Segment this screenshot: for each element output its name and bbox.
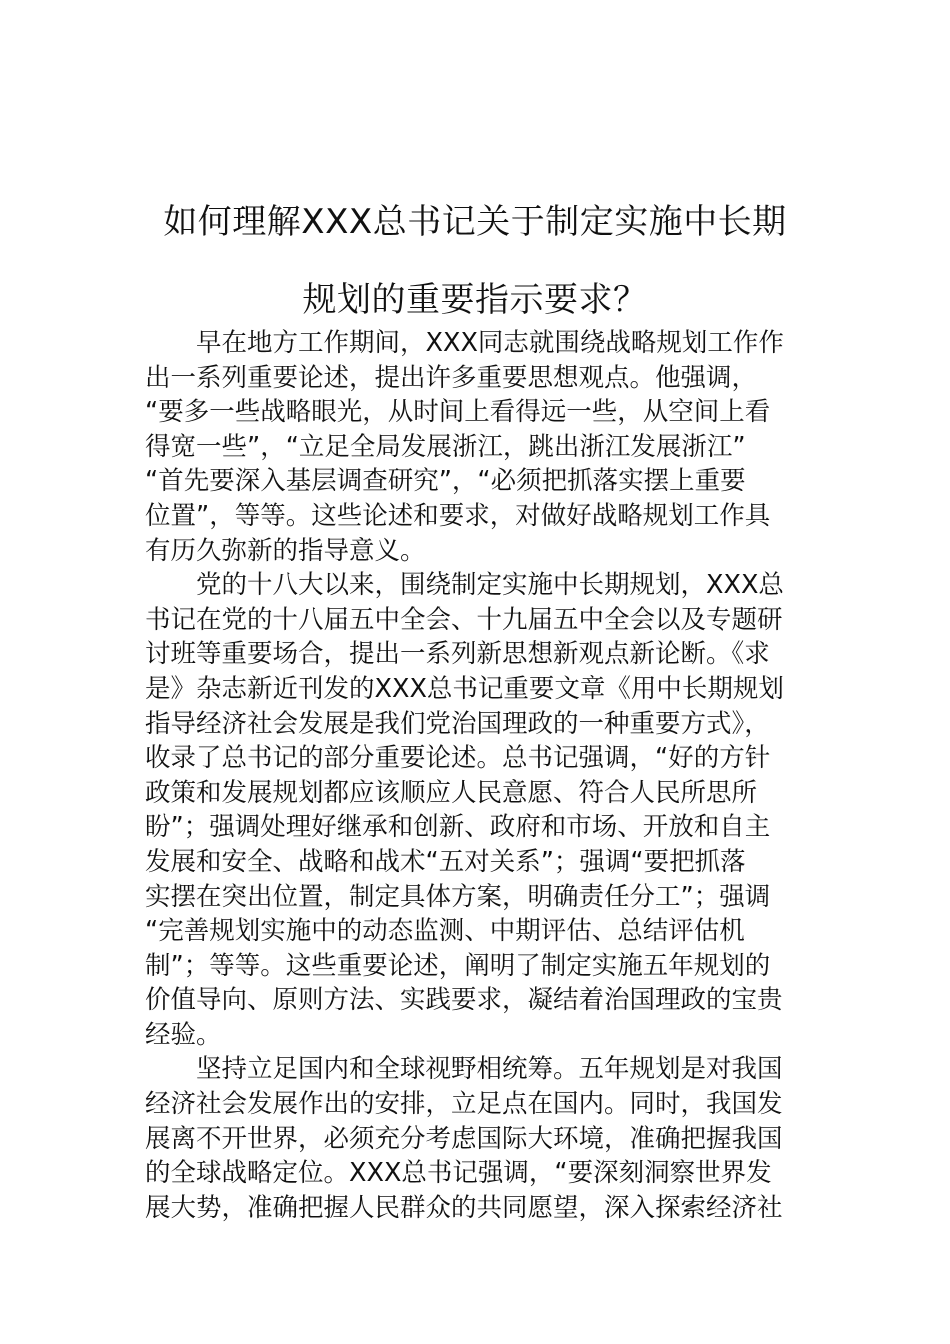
text-line: “完善规划实施中的动态监测、中期评估、总结评估机 bbox=[145, 916, 745, 947]
text-line: 制”；等等。这些重要论述，阐明了制定实施五年规划的 bbox=[145, 950, 771, 981]
text-line: 早在地方工作期间，XXX同志就围绕战略规划工作作 bbox=[196, 328, 784, 358]
text-line: 讨班等重要场合，提出一系列新思想新观点新论断。《求 bbox=[145, 639, 770, 670]
text-line: “要多一些战略眼光，从时间上看得远一些，从空间上看 bbox=[145, 397, 771, 428]
document-body bbox=[145, 326, 810, 1225]
text-line: 得宽一些”，“立足全局发展浙江，跳出浙江发展浙江” bbox=[145, 431, 746, 462]
paragraph-1 bbox=[145, 326, 810, 568]
text-line: 是》杂志新近刊发的XXX总书记重要文章《用中长期规划 bbox=[145, 673, 784, 704]
text-line: 指导经济社会发展是我们党治国理政的一种重要方式》， bbox=[145, 708, 770, 739]
text-line: 坚持立足国内和全球视野相统筹。五年规划是对我国 bbox=[196, 1054, 783, 1085]
text-line: 发展和安全、战略和战术“五对关系”；强调“要把抓落 bbox=[145, 846, 746, 877]
text-line: 出一系列重要论述，提出许多重要思想观点。他强调， bbox=[145, 362, 758, 393]
text-line: 党的十八大以来，围绕制定实施中长期规划，XXX总 bbox=[196, 570, 784, 601]
text-line: 展离不开世界，必须充分考虑国际大环境，准确把握我国 bbox=[145, 1123, 783, 1154]
paragraph-3 bbox=[145, 1052, 810, 1225]
paragraph-2 bbox=[145, 568, 810, 1052]
text-line: 经济社会发展作出的安排，立足点在国内。同时，我国发 bbox=[145, 1089, 783, 1120]
text-line: 的全球战略定位。XXX总书记强调，“要深刻洞察世界发 bbox=[145, 1158, 772, 1189]
document-title bbox=[130, 183, 820, 339]
text-line: 有历久弥新的指导意义。 bbox=[145, 535, 426, 566]
text-line: 价值导向、原则方法、实践要求，凝结着治国理政的宝贵 bbox=[145, 985, 783, 1016]
text-line: 收录了总书记的部分重要论述。总书记强调，“好的方针 bbox=[145, 743, 771, 774]
text-line: 实摆在突出位置，制定具体方案，明确责任分工”；强调 bbox=[145, 881, 771, 912]
title-line: 规划的重要指示要求？ bbox=[302, 279, 648, 320]
text-line: 盼”；强调处理好继承和创新、政府和市场、开放和自主 bbox=[145, 812, 771, 843]
text-line: 经验。 bbox=[145, 1019, 222, 1050]
title-line: 如何理解XXX总书记关于制定实施中长期 bbox=[163, 201, 787, 242]
text-line: 展大势，准确把握人民群众的共同愿望，深入探索经济社 bbox=[145, 1192, 783, 1223]
text-line: 位置”，等等。这些论述和要求，对做好战略规划工作具 bbox=[145, 500, 771, 531]
text-line: 书记在党的十八届五中全会、十九届五中全会以及专题研 bbox=[145, 604, 783, 635]
text-line: 政策和发展规划都应该顺应人民意愿、符合人民所思所 bbox=[145, 777, 758, 808]
text-line: “首先要深入基层调查研究”，“必须把抓落实摆上重要 bbox=[145, 466, 746, 497]
